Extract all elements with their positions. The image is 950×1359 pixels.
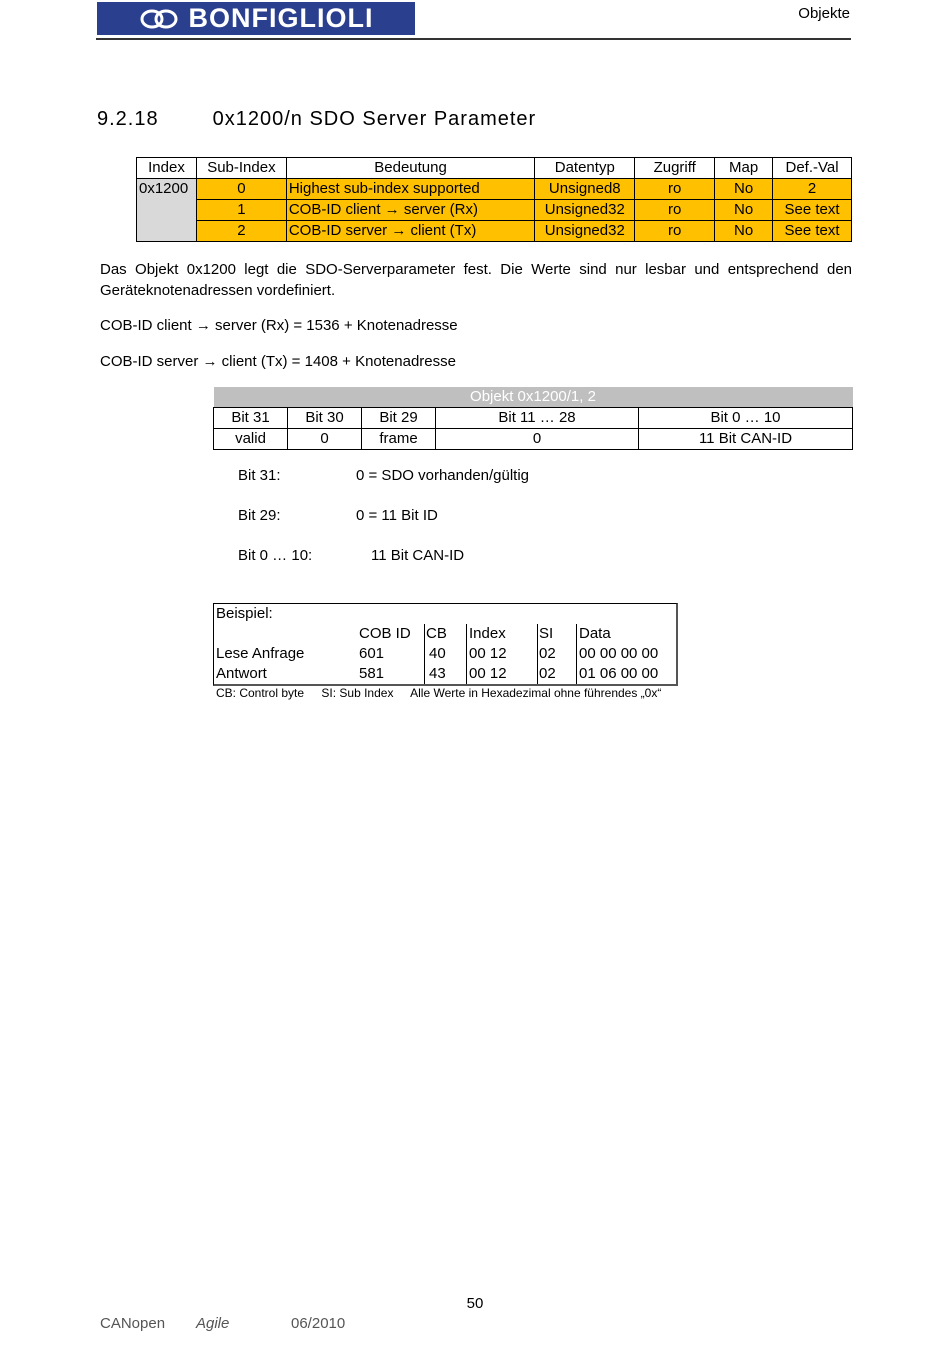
sub-index-cell: 2 xyxy=(196,221,286,242)
logo-rings-icon xyxy=(139,8,179,30)
bit-table-title-row xyxy=(214,387,853,408)
col-header: Datentyp xyxy=(535,158,635,179)
example-col-header: CB xyxy=(426,625,447,642)
example-cell: 00 12 xyxy=(469,665,507,682)
footer-date: 06/2010 xyxy=(291,1315,346,1332)
example-col-header: SI xyxy=(539,625,554,642)
column-divider xyxy=(576,624,577,684)
example-cell: 40 xyxy=(429,645,446,662)
map-cell: No xyxy=(715,179,773,200)
col-header: Sub-Index xyxy=(196,158,286,179)
column-divider xyxy=(466,624,467,684)
footnote: SI: Sub Index xyxy=(321,686,394,700)
col-header: Zugriff xyxy=(635,158,715,179)
example-cell: 01 06 00 00 xyxy=(579,665,659,682)
bit-value-cell: 0 xyxy=(436,429,639,450)
type-cell: Unsigned8 xyxy=(535,179,635,200)
example-footnotes xyxy=(216,686,675,700)
example-col-header: Data xyxy=(579,625,611,642)
bit-header-cell: Bit 0 … 10 xyxy=(639,408,853,429)
example-col-header: Index xyxy=(469,625,506,642)
example-cell: 00 00 00 00 xyxy=(579,645,659,662)
bit-description-value: 11 Bit CAN-ID xyxy=(371,547,465,564)
footnote: CB: Control byte xyxy=(216,686,305,700)
section-title: 0x1200/n SDO Server Parameter xyxy=(212,108,537,130)
example-cell: 43 xyxy=(429,665,446,682)
description-paragraph: Das Objekt 0x1200 legt die SDO-Serverparameter fest. Die Werte sind nur lesbar und entsprechend den Geräteknotenadressen vordefiniert. xyxy=(100,261,852,299)
access-cell: ro xyxy=(635,221,715,242)
example-title: Beispiel: xyxy=(216,605,273,622)
bit-table-header-row xyxy=(214,408,853,429)
bit-header-cell: Bit 11 … 28 xyxy=(436,408,639,429)
bit-value-cell: frame xyxy=(362,429,436,450)
footer xyxy=(100,1315,345,1332)
table-row xyxy=(137,221,852,242)
index-cell: 0x1200 xyxy=(137,179,197,242)
header-divider xyxy=(96,38,851,40)
meaning-cell: COB-ID server → client (Tx) xyxy=(286,221,534,242)
formula-tx: COB-ID server → client (Tx) = 1408 + Knotenadresse xyxy=(100,353,456,370)
bit-description-label: Bit 29: xyxy=(238,507,281,524)
bit-value-cell: 0 xyxy=(288,429,362,450)
table-row xyxy=(137,179,852,200)
sub-index-cell: 0 xyxy=(196,179,286,200)
page-number: 50 xyxy=(466,1295,484,1312)
bit-header-cell: Bit 30 xyxy=(288,408,362,429)
section-heading xyxy=(97,108,536,131)
example-cell: 601 xyxy=(359,645,385,662)
brand-name: BONFIGLIOLI xyxy=(188,3,374,33)
example-cell: 581 xyxy=(359,665,385,682)
col-header: Bedeutung xyxy=(286,158,534,179)
access-cell: ro xyxy=(635,179,715,200)
bit-description-label: Bit 31: xyxy=(238,467,281,484)
footnote: Alle Werte in Hexadezimal ohne führendes „0x“ xyxy=(410,686,662,700)
example-row-label: Lese Anfrage xyxy=(216,645,305,662)
access-cell: ro xyxy=(635,200,715,221)
table-row xyxy=(137,200,852,221)
bit-description-value: 0 = 11 Bit ID xyxy=(356,507,438,524)
table-header-row xyxy=(137,158,852,179)
example-cell: 02 xyxy=(539,665,556,682)
column-divider xyxy=(424,624,425,684)
example-cell: 00 12 xyxy=(469,645,507,662)
sub-index-cell: 1 xyxy=(196,200,286,221)
default-cell: 2 xyxy=(773,179,852,200)
bit-header-cell: Bit 29 xyxy=(362,408,436,429)
bit-description-value: 0 = SDO vorhanden/gültig xyxy=(356,467,530,484)
bit-value-cell: valid xyxy=(214,429,288,450)
map-cell: No xyxy=(715,221,773,242)
col-header: Map xyxy=(715,158,773,179)
formula-rx: COB-ID client → server (Rx) = 1536 + Knotenadresse xyxy=(100,317,458,334)
example-row-label: Antwort xyxy=(216,665,267,682)
bit-layout-table xyxy=(213,387,853,450)
type-cell: Unsigned32 xyxy=(535,221,635,242)
type-cell: Unsigned32 xyxy=(535,200,635,221)
bit-description-label: Bit 0 … 10: xyxy=(238,547,313,564)
meaning-cell: COB-ID client → server (Rx) xyxy=(286,200,534,221)
example-box xyxy=(213,603,678,686)
header-section-name: Objekte xyxy=(798,5,850,22)
example-cell: 02 xyxy=(539,645,556,662)
section-number: 9.2.18 xyxy=(97,108,159,130)
bit-table-value-row xyxy=(214,429,853,450)
meaning-cell: Highest sub-index supported xyxy=(286,179,534,200)
map-cell: No xyxy=(715,200,773,221)
default-cell: See text xyxy=(773,200,852,221)
example-col-header: COB ID xyxy=(359,625,411,642)
column-divider xyxy=(537,624,538,684)
col-header: Def.-Val xyxy=(773,158,852,179)
object-table xyxy=(136,157,852,242)
bit-header-cell: Bit 31 xyxy=(214,408,288,429)
default-cell: See text xyxy=(773,221,852,242)
bit-table-title: Objekt 0x1200/1, 2 xyxy=(214,387,853,408)
col-header: Index xyxy=(137,158,197,179)
footer-series: Agile xyxy=(196,1315,230,1332)
brand-logo xyxy=(97,2,415,35)
footer-product: CANopen xyxy=(100,1315,166,1332)
bit-value-cell: 11 Bit CAN-ID xyxy=(639,429,853,450)
